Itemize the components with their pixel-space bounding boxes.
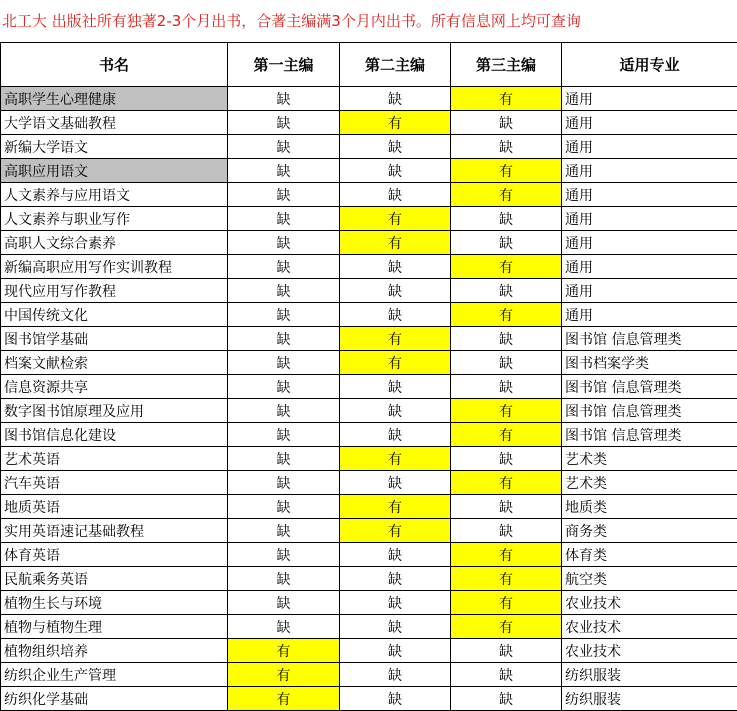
third-editor-cell[interactable]: 缺 [451, 111, 562, 135]
first-editor-cell[interactable]: 有 [228, 687, 340, 711]
table-row[interactable] [1, 447, 737, 471]
table-row[interactable] [1, 519, 737, 543]
first-editor-cell[interactable]: 缺 [228, 111, 340, 135]
notice-banner: 北工大 出版社所有独著2-3个月出书，合著主编满3个月内出书。所有信息网上均可查询 [0, 0, 737, 42]
major-cell[interactable]: 通用 [562, 231, 737, 255]
book-editor-table [0, 42, 737, 711]
table-row[interactable] [1, 111, 737, 135]
major-cell[interactable]: 体育类 [562, 543, 737, 567]
third-editor-cell[interactable]: 缺 [451, 639, 562, 663]
table-row[interactable] [1, 567, 737, 591]
first-editor-cell[interactable]: 缺 [228, 567, 340, 591]
major-cell[interactable]: 通用 [562, 159, 737, 183]
header-book-name: 书名 [1, 43, 228, 87]
third-editor-cell[interactable]: 有 [451, 567, 562, 591]
third-editor-cell[interactable]: 缺 [451, 231, 562, 255]
first-editor-cell[interactable]: 缺 [228, 159, 340, 183]
table-row[interactable] [1, 375, 737, 399]
first-editor-cell[interactable]: 缺 [228, 303, 340, 327]
table-row[interactable] [1, 231, 737, 255]
first-editor-cell[interactable]: 缺 [228, 615, 340, 639]
book-name-cell[interactable]: 汽车英语 [1, 471, 228, 495]
table-row[interactable] [1, 183, 737, 207]
third-editor-cell[interactable]: 缺 [451, 519, 562, 543]
first-editor-cell[interactable]: 缺 [228, 279, 340, 303]
book-name-cell[interactable]: 植物组织培养 [1, 639, 228, 663]
first-editor-cell[interactable]: 缺 [228, 255, 340, 279]
second-editor-cell[interactable]: 有 [340, 447, 451, 471]
second-editor-cell[interactable]: 缺 [340, 567, 451, 591]
second-editor-cell[interactable]: 缺 [340, 135, 451, 159]
major-cell[interactable]: 通用 [562, 207, 737, 231]
major-cell[interactable]: 图书馆 信息管理类 [562, 423, 737, 447]
book-name-cell[interactable]: 图书馆学基础 [1, 327, 228, 351]
table-row[interactable] [1, 159, 737, 183]
major-cell[interactable]: 艺术类 [562, 447, 737, 471]
third-editor-cell[interactable]: 有 [451, 303, 562, 327]
third-editor-cell[interactable]: 有 [451, 159, 562, 183]
book-name-cell[interactable]: 实用英语速记基础教程 [1, 519, 228, 543]
major-cell[interactable]: 地质类 [562, 495, 737, 519]
book-name-cell[interactable]: 档案文献检索 [1, 351, 228, 375]
book-name-cell[interactable]: 数字图书馆原理及应用 [1, 399, 228, 423]
second-editor-cell[interactable]: 缺 [340, 399, 451, 423]
header-row [1, 43, 737, 87]
third-editor-cell[interactable]: 缺 [451, 207, 562, 231]
table-row[interactable] [1, 543, 737, 567]
major-cell[interactable]: 图书档案学类 [562, 351, 737, 375]
book-name-cell[interactable]: 植物生长与环境 [1, 591, 228, 615]
third-editor-cell[interactable]: 有 [451, 399, 562, 423]
third-editor-cell[interactable]: 有 [451, 255, 562, 279]
book-name-cell[interactable]: 植物与植物生理 [1, 615, 228, 639]
table-row[interactable] [1, 135, 737, 159]
major-cell[interactable]: 通用 [562, 135, 737, 159]
book-name-cell[interactable]: 图书馆信息化建设 [1, 423, 228, 447]
first-editor-cell[interactable]: 缺 [228, 231, 340, 255]
third-editor-cell[interactable]: 缺 [451, 447, 562, 471]
table-row[interactable] [1, 279, 737, 303]
third-editor-cell[interactable]: 缺 [451, 279, 562, 303]
major-cell[interactable]: 农业技术 [562, 639, 737, 663]
first-editor-cell[interactable]: 缺 [228, 327, 340, 351]
first-editor-cell[interactable]: 缺 [228, 447, 340, 471]
first-editor-cell[interactable]: 缺 [228, 519, 340, 543]
major-cell[interactable]: 农业技术 [562, 615, 737, 639]
third-editor-cell[interactable]: 有 [451, 423, 562, 447]
second-editor-cell[interactable]: 有 [340, 495, 451, 519]
book-name-cell[interactable]: 人文素养与应用语文 [1, 183, 228, 207]
book-name-cell[interactable]: 民航乘务英语 [1, 567, 228, 591]
second-editor-cell[interactable]: 缺 [340, 543, 451, 567]
table-row[interactable] [1, 639, 737, 663]
book-name-cell[interactable]: 高职人文综合素养 [1, 231, 228, 255]
first-editor-cell[interactable]: 缺 [228, 399, 340, 423]
second-editor-cell[interactable]: 缺 [340, 471, 451, 495]
book-name-cell[interactable]: 高职学生心理健康 [1, 87, 228, 111]
major-cell[interactable]: 图书馆 信息管理类 [562, 399, 737, 423]
table-row[interactable] [1, 351, 737, 375]
third-editor-cell[interactable]: 有 [451, 615, 562, 639]
major-cell[interactable]: 通用 [562, 279, 737, 303]
second-editor-cell[interactable]: 有 [340, 351, 451, 375]
major-cell[interactable]: 纺织服装 [562, 687, 737, 711]
first-editor-cell[interactable]: 缺 [228, 351, 340, 375]
second-editor-cell[interactable]: 有 [340, 231, 451, 255]
third-editor-cell[interactable]: 缺 [451, 663, 562, 687]
major-cell[interactable]: 农业技术 [562, 591, 737, 615]
third-editor-cell[interactable]: 缺 [451, 687, 562, 711]
third-editor-cell[interactable]: 缺 [451, 135, 562, 159]
first-editor-cell[interactable]: 缺 [228, 375, 340, 399]
major-cell[interactable]: 通用 [562, 255, 737, 279]
second-editor-cell[interactable]: 缺 [340, 423, 451, 447]
second-editor-cell[interactable]: 缺 [340, 255, 451, 279]
first-editor-cell[interactable]: 缺 [228, 183, 340, 207]
major-cell[interactable]: 图书馆 信息管理类 [562, 327, 737, 351]
table-row[interactable] [1, 495, 737, 519]
second-editor-cell[interactable]: 缺 [340, 183, 451, 207]
first-editor-cell[interactable]: 缺 [228, 87, 340, 111]
major-cell[interactable]: 商务类 [562, 519, 737, 543]
book-name-cell[interactable]: 信息资源共享 [1, 375, 228, 399]
first-editor-cell[interactable]: 缺 [228, 591, 340, 615]
major-cell[interactable]: 通用 [562, 111, 737, 135]
book-name-cell[interactable]: 新编高职应用写作实训教程 [1, 255, 228, 279]
header-first-editor: 第一主编 [228, 43, 340, 87]
first-editor-cell[interactable]: 缺 [228, 423, 340, 447]
major-cell[interactable]: 通用 [562, 87, 737, 111]
book-name-cell[interactable]: 中国传统文化 [1, 303, 228, 327]
first-editor-cell[interactable]: 有 [228, 663, 340, 687]
second-editor-cell[interactable]: 缺 [340, 279, 451, 303]
second-editor-cell[interactable]: 缺 [340, 303, 451, 327]
book-name-cell[interactable]: 高职应用语文 [1, 159, 228, 183]
first-editor-cell[interactable]: 缺 [228, 471, 340, 495]
book-name-cell[interactable]: 地质英语 [1, 495, 228, 519]
second-editor-cell[interactable]: 有 [340, 207, 451, 231]
second-editor-cell[interactable]: 缺 [340, 615, 451, 639]
table-row[interactable] [1, 591, 737, 615]
book-name-cell[interactable]: 纺织化学基础 [1, 687, 228, 711]
header-second-editor: 第二主编 [340, 43, 451, 87]
major-cell[interactable]: 图书馆 信息管理类 [562, 375, 737, 399]
table-row[interactable] [1, 327, 737, 351]
second-editor-cell[interactable]: 缺 [340, 591, 451, 615]
book-name-cell[interactable]: 艺术英语 [1, 447, 228, 471]
major-cell[interactable]: 通用 [562, 183, 737, 207]
table-row[interactable] [1, 471, 737, 495]
first-editor-cell[interactable]: 缺 [228, 135, 340, 159]
book-name-cell[interactable]: 新编大学语文 [1, 135, 228, 159]
second-editor-cell[interactable]: 缺 [340, 87, 451, 111]
third-editor-cell[interactable]: 缺 [451, 495, 562, 519]
third-editor-cell[interactable]: 有 [451, 183, 562, 207]
second-editor-cell[interactable]: 缺 [340, 687, 451, 711]
header-major: 适用专业 [562, 43, 737, 87]
table-row[interactable] [1, 255, 737, 279]
book-name-cell[interactable]: 纺织企业生产管理 [1, 663, 228, 687]
major-cell[interactable]: 艺术类 [562, 471, 737, 495]
table-row[interactable] [1, 615, 737, 639]
second-editor-cell[interactable]: 缺 [340, 639, 451, 663]
second-editor-cell[interactable]: 有 [340, 327, 451, 351]
table-row[interactable] [1, 663, 737, 687]
table-row[interactable] [1, 207, 737, 231]
third-editor-cell[interactable]: 有 [451, 87, 562, 111]
table-row[interactable] [1, 87, 737, 111]
book-name-cell[interactable]: 大学语文基础教程 [1, 111, 228, 135]
table-row[interactable] [1, 399, 737, 423]
book-name-cell[interactable]: 现代应用写作教程 [1, 279, 228, 303]
third-editor-cell[interactable]: 有 [451, 471, 562, 495]
table-row[interactable] [1, 423, 737, 447]
first-editor-cell[interactable]: 有 [228, 639, 340, 663]
table-row[interactable] [1, 303, 737, 327]
first-editor-cell[interactable]: 缺 [228, 543, 340, 567]
second-editor-cell[interactable]: 缺 [340, 159, 451, 183]
third-editor-cell[interactable]: 有 [451, 543, 562, 567]
book-name-cell[interactable]: 人文素养与职业写作 [1, 207, 228, 231]
major-cell[interactable]: 航空类 [562, 567, 737, 591]
third-editor-cell[interactable]: 有 [451, 591, 562, 615]
second-editor-cell[interactable]: 有 [340, 111, 451, 135]
third-editor-cell[interactable]: 缺 [451, 351, 562, 375]
first-editor-cell[interactable]: 缺 [228, 495, 340, 519]
major-cell[interactable]: 纺织服装 [562, 663, 737, 687]
book-name-cell[interactable]: 体育英语 [1, 543, 228, 567]
second-editor-cell[interactable]: 缺 [340, 663, 451, 687]
header-third-editor: 第三主编 [451, 43, 562, 87]
table-row[interactable] [1, 687, 737, 711]
third-editor-cell[interactable]: 缺 [451, 375, 562, 399]
second-editor-cell[interactable]: 缺 [340, 375, 451, 399]
third-editor-cell[interactable]: 缺 [451, 327, 562, 351]
major-cell[interactable]: 通用 [562, 303, 737, 327]
second-editor-cell[interactable]: 有 [340, 519, 451, 543]
first-editor-cell[interactable]: 缺 [228, 207, 340, 231]
